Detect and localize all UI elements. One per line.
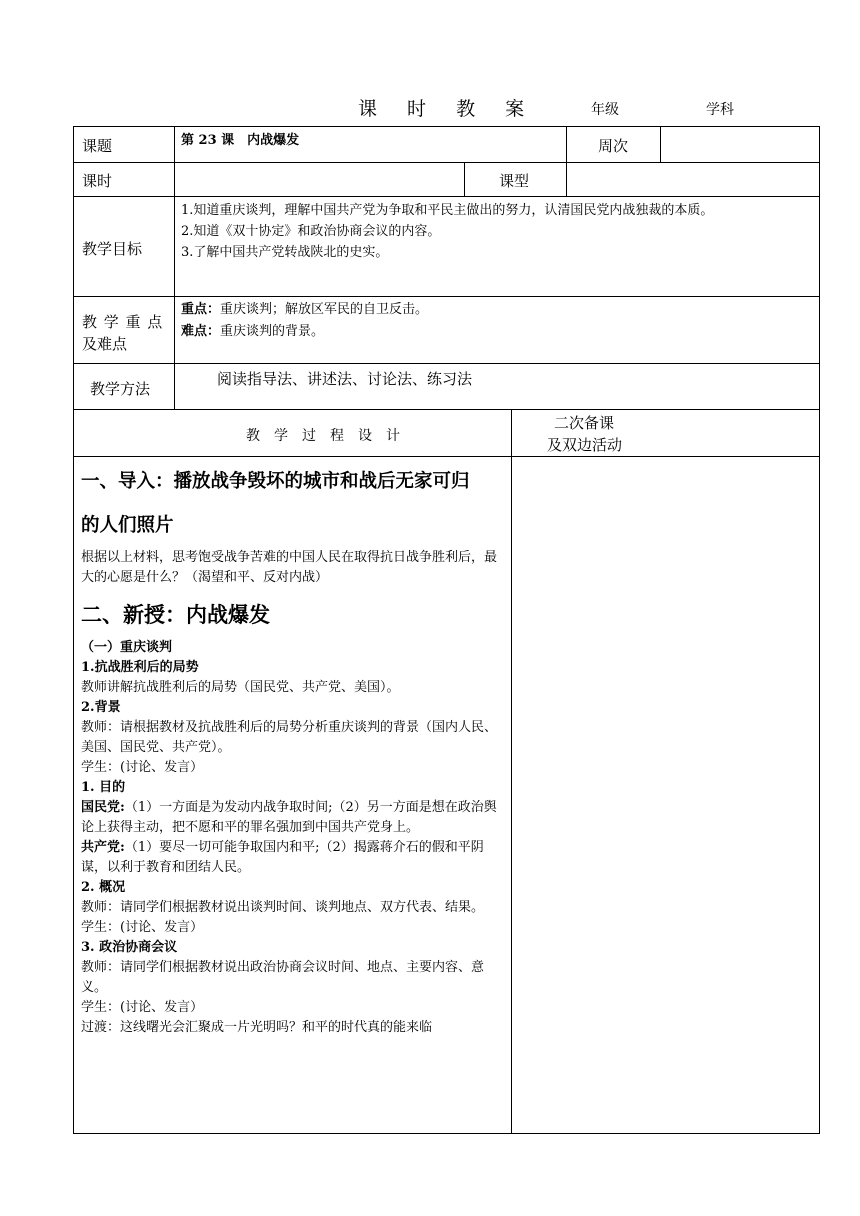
goal-item: 1.知道重庆谈判，理解中国共产党为争取和平民主做出的努力，认清国民党内战独裁的本质。 (181, 203, 714, 218)
methods-text: 阅读指导法、讲述法、讨论法、练习法 (217, 370, 473, 388)
section-heading: 1.抗战胜利后的局势 (81, 660, 199, 675)
cpc-text: （1）要尽一切可能争取国内和平;（2）揭露蒋介石的假和平阴谋，以利于教育和团结人民。 (81, 840, 484, 875)
goals-label: 教学目标 (82, 240, 143, 258)
lesson-body (81, 638, 509, 1038)
paragraph: 学生：(讨论、发言） (81, 920, 204, 935)
paragraph: 教师讲解抗战胜利后的局势（国民党、共产党、美国）。 (81, 680, 400, 695)
key-label: 重点： (181, 302, 221, 317)
goals-list (181, 200, 816, 263)
key-text: 重庆谈判；解放区军民的自卫反击。 (220, 302, 429, 317)
difficult-label: 难点： (181, 324, 221, 339)
kmt-label: 国民党: (81, 800, 125, 815)
week-label: 周次 (598, 137, 629, 155)
new-lesson-title: 二、新授：内战爆发 (81, 602, 270, 627)
kmt-text: （1）一方面是为发动内战争取时间;（2）另一方面是想在政治舆论上获得主动，把不愿和平的罪名强加到中国共产党身上。 (81, 800, 497, 835)
intro-title-line2: 的人们照片 (81, 515, 174, 536)
goal-item: 3.了解中国共产党转战陕北的史实。 (181, 245, 389, 260)
subject-label: 学科 (706, 102, 734, 118)
lesson-type-label: 课型 (499, 172, 530, 190)
paragraph: 学生：(讨论、发言） (81, 760, 204, 775)
key-point (181, 299, 428, 320)
methods-label: 教学方法 (90, 380, 151, 398)
paragraph: 教师：请根据教材及抗战胜利后的局势分析重庆谈判的背景（国内人民、美国、国民党、共产党）。 (81, 720, 498, 755)
difficult-text: 重庆谈判的背景。 (220, 324, 325, 339)
topic-label: 课题 (82, 137, 113, 155)
second-prep-line2: 及双边活动 (547, 436, 623, 454)
goal-item: 2.知道《双十协定》和政治协商会议的内容。 (181, 224, 441, 239)
section-heading: 3. 政治协商会议 (81, 940, 178, 955)
period-label: 课时 (82, 172, 113, 190)
intro-text: 根据以上材料，思考饱受战争苦难的中国人民在取得抗日战争胜利后，最大的心愿是什么？（渴望和平、反对内战） (81, 550, 498, 585)
paragraph: 过渡：这线曙光会汇聚成一片光明吗？和平的时代真的能来临 (81, 1020, 433, 1035)
intro-title-line1: 一、导入：播放战争毁坏的城市和战后无家可归 (81, 471, 470, 492)
grade-label: 年级 (591, 102, 619, 118)
keypoints-label-line1: 教 学 重 点 (82, 313, 164, 331)
section-heading: 2.背景 (81, 700, 121, 715)
keypoints-label-line2: 及难点 (82, 335, 128, 353)
paragraph (81, 838, 509, 878)
paragraph (81, 798, 509, 838)
paragraph: 教师：请同学们根据教材说出谈判时间、谈判地点、双方代表、结果。 (81, 900, 485, 915)
paragraph: 教师：请同学们根据教材说出政治协商会议时间、地点、主要内容、意义。 (81, 960, 485, 995)
second-prep-line1: 二次备课 (554, 414, 615, 432)
section-heading: 1. 目的 (81, 780, 126, 795)
cpc-label: 共产党: (81, 840, 125, 855)
difficult-point (181, 321, 324, 342)
paragraph: 学生：(讨论、发言） (81, 1000, 204, 1015)
subsection-title: （一）重庆谈判 (81, 640, 173, 655)
page-title: 课 时 教 案 (358, 98, 537, 120)
section-heading: 2. 概况 (81, 880, 126, 895)
topic-value: 第 23 课 内战爆发 (181, 133, 300, 148)
process-header: 教 学 过 程 设 计 (246, 428, 400, 444)
